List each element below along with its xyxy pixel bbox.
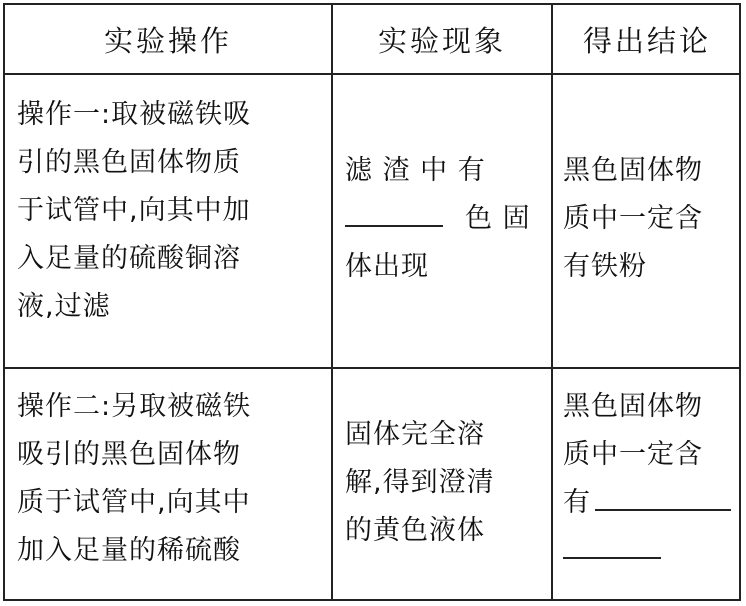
row2-operation-cell bbox=[17, 383, 327, 575]
operation-text-line: 质于试管中,向其中 bbox=[17, 487, 251, 518]
row-divider bbox=[5, 73, 739, 75]
operation-text-line: 于试管中,向其中加 bbox=[17, 195, 251, 226]
row1-conclusion-cell bbox=[563, 147, 739, 291]
row1-operation-cell bbox=[17, 91, 327, 331]
conclusion-text-line: 黑色固体物 bbox=[563, 155, 703, 186]
row-divider bbox=[5, 367, 739, 369]
phenomenon-text-line: 解,得到澄清 bbox=[345, 467, 495, 498]
operation-text-line: 入足量的硫酸铜溶 bbox=[17, 243, 241, 274]
header-operation: 实验操作 bbox=[103, 23, 232, 58]
operation-text-line: 吸引的黑色固体物 bbox=[17, 439, 241, 470]
row2-conclusion-cell bbox=[563, 383, 739, 575]
header-conclusion: 得出结论 bbox=[582, 23, 711, 58]
header-phenomenon: 实验现象 bbox=[377, 23, 506, 58]
conclusion-text-line bbox=[563, 479, 739, 527]
row2-phenomenon-cell bbox=[345, 411, 545, 555]
fill-in-blank[interactable] bbox=[595, 479, 731, 511]
operation-text-line: 引的黑色固体物质 bbox=[17, 147, 241, 178]
conclusion-text-line: 质中一定含 bbox=[563, 203, 703, 234]
phenomenon-text-line: 的黄色液体 bbox=[345, 515, 485, 546]
conclusion-text-line: 黑色固体物 bbox=[563, 391, 703, 422]
phenomenon-text-line bbox=[345, 195, 545, 243]
phenomenon-text-line: 体出现 bbox=[345, 251, 429, 282]
experiment-table bbox=[3, 3, 741, 601]
conclusion-text-line: 质中一定含 bbox=[563, 439, 703, 470]
phenomenon-text-line: 固体完全溶 bbox=[345, 419, 485, 450]
conclusion-text-line: 有铁粉 bbox=[563, 251, 647, 282]
operation-text-line: 液,过滤 bbox=[17, 291, 111, 322]
operation-text-line: 操作二:另取被磁铁 bbox=[17, 391, 252, 422]
operation-text-line: 操作一:取被磁铁吸 bbox=[17, 99, 252, 130]
conclusion-text-line bbox=[563, 527, 739, 575]
row1-phenomenon-cell bbox=[345, 147, 545, 291]
column-divider bbox=[331, 5, 333, 599]
fill-in-blank[interactable] bbox=[345, 195, 443, 227]
column-divider bbox=[551, 5, 553, 599]
phenomenon-text-line: 滤 渣 中 有 bbox=[345, 155, 486, 186]
fill-in-blank-continuation[interactable] bbox=[563, 527, 661, 559]
conclusion-blank-prefix: 有 bbox=[563, 487, 591, 518]
operation-text-line: 加入足量的稀硫酸 bbox=[17, 535, 241, 566]
phenomenon-blank-suffix: 色 固 bbox=[465, 203, 531, 234]
